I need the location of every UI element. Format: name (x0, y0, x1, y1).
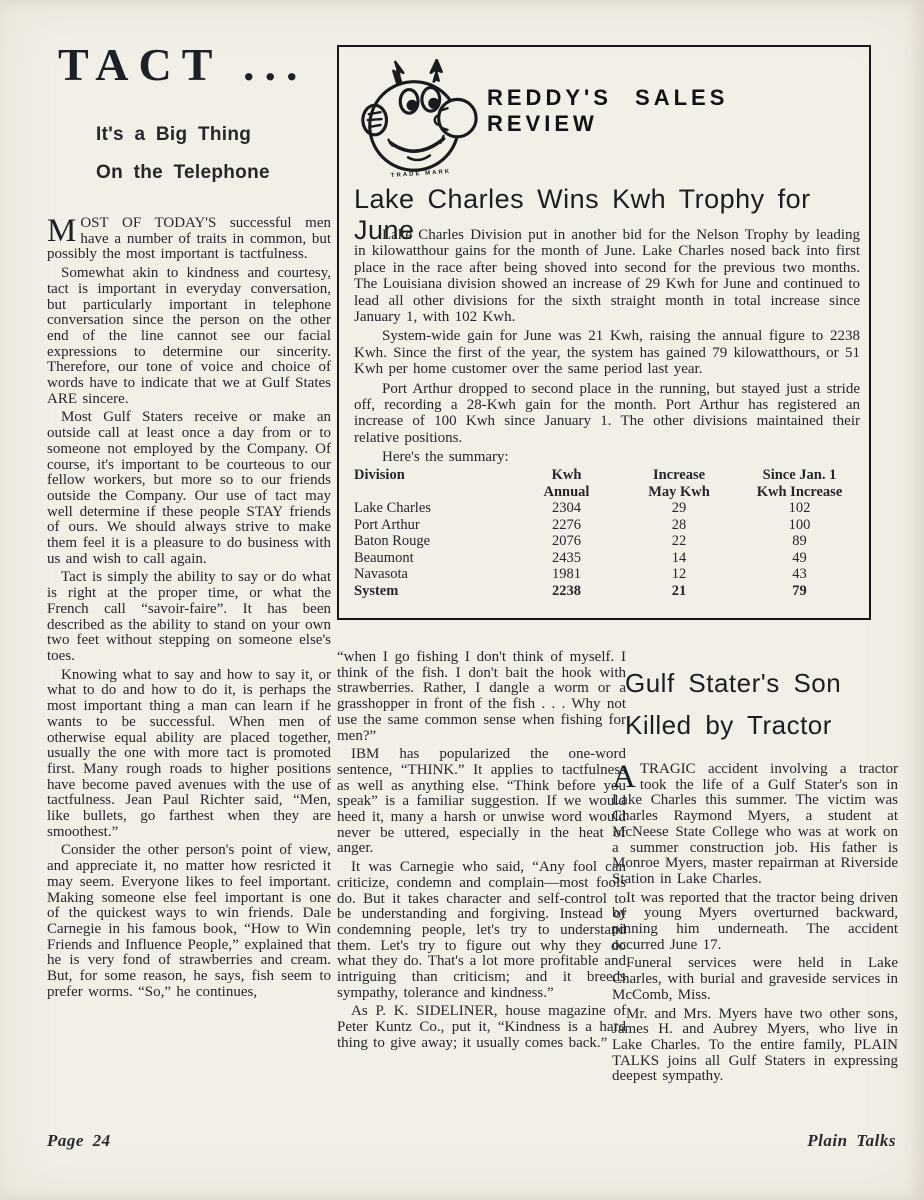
lead-caps: OST OF TODAY'S (80, 215, 217, 231)
paragraph: Mr. and Mrs. Myers have two other sons, James H. and Aubrey Myers, who live in Lake Charles. To the entire family, PLAIN TALKS joins all Gulf Staters in expressing deepest sympathy. (612, 1005, 898, 1085)
kwh-summary-table (354, 467, 860, 599)
paragraph: Lake Charles Division put in another bid for the Nelson Trophy by leading in kilowatthour gains for the month of June. Lake Charles nosed back into first place in the race after being shoved into second for the previous two months. The Louisiana division showed an increase of 29 Kwh for June and continued to lead all other divisions for the sixth straight month in total increase since January 1, with 102 Kwh. (354, 227, 860, 326)
cell-since: 43 (792, 566, 807, 582)
subtitle-line-1: It's a Big Thing (96, 124, 252, 145)
paragraph: Most Gulf Staters receive or make an outside call at least once a day from or to someone not employed by the Company. Of course, it's important to be courteous to our fellow workers, but more so to our friends outside the Company. Our use of tact may well determine if these people STAY friends of ours. We should always strive to make them feel it is a pleasure to do business with us and wish to call again. (47, 409, 331, 567)
paragraph: Funeral services were held in Lake Charles, with burial and graveside services in McComb, Miss. (612, 955, 898, 1003)
cell-annual: 2435 (552, 549, 581, 566)
cell-division: Lake Charles (354, 500, 431, 516)
header-since-line1: Since Jan. 1 (762, 467, 837, 483)
cell-may: 21 (671, 582, 687, 599)
table-row (354, 533, 860, 550)
title-line-1: Gulf Stater's Son (625, 668, 842, 698)
table-row-total (354, 583, 860, 600)
paragraph: Somewhat akin to kindness and courtesy, tact is important in everyday conversation, but particularly important in telephone conversation since the person on the other end of the line cannot see our facial expressions to determine our sincerity. Therefore, our tone of voice and choice of words have to indicate that we at Gulf States ARE sincere. (47, 265, 331, 407)
paragraph: Port Arthur dropped to second place in the running, but stayed just a stride off, recording a 28-Kwh gain for the month. Port Arthur has registered an increase of 100 Kwh since January 1. The other divisions maintained their relative positions. (354, 380, 860, 446)
cell-division: Beaumont (354, 549, 414, 566)
table-header-row (354, 467, 860, 484)
cell-since: 100 (788, 516, 811, 533)
header-may-line1: Increase (652, 467, 706, 483)
cell-may: 29 (671, 500, 687, 516)
cell-annual: 2238 (552, 582, 581, 599)
paragraph: Knowing what to say and how to say it, or what to do and how to do it, is perhaps the most important thing a man can learn if he wants to be successful. When men of otherwise equal ability are placed together, usually the one with more tact is promoted first. Many rough roads to higher positions have become paved avenues with the use of tactfulness. Jean Paul Richter said, “Men, like bullets, go farthest when they are smoothest.” (47, 666, 331, 840)
cell-annual: 2276 (552, 516, 581, 533)
cell-since: 89 (792, 533, 807, 549)
tact-article-body (47, 213, 331, 1003)
header-may-line2: May Kwh (648, 483, 710, 500)
subtitle-line-2: On the Telephone (96, 162, 270, 183)
sales-review-box (337, 45, 871, 620)
lead-rest: accident involving a tractor took the life of a Gulf Stater's son in Lake Charles this summer. The victim was Charles Raymond Myers, a student at McNeese State College who was at work on a summer construction job. His father is Monroe Myers, master repairman at Riverside Station in Lake Charles. (612, 761, 898, 887)
paragraph: IBM has popularized the one-word sentence, “THINK.” It applies to tactfulness as well as anything else. “Think before you speak” is a familiar suggestion. If we would heed it, many a harsh or unwise word would never be uttered, especially in the heat of anger. (337, 746, 626, 857)
tact-article-continuation (337, 650, 626, 1055)
table-row (354, 517, 860, 534)
publication-name: Plain Talks (807, 1131, 896, 1150)
cell-may: 28 (671, 516, 687, 533)
cell-may: 22 (671, 533, 687, 549)
paragraph: “when I go fishing I don't think of myself. I think of the fish. I don't bait the hook with strawberries. Rather, I dangle a worm or a grasshopper in front of the fish . . . Why not use the same common sense when fishing for men?” (337, 649, 626, 744)
paragraph: Consider the other person's point of view, and appreciate it, no matter how resricted it may seem. Everyone likes to feel important. Making someone else feel important is one of the quickest ways to win friends. Dale Carnegie in his famous book, “How to Win Friends and Influence People,” explained that he is very fond of strawberries and cream. But, for some reason, he says, fish seem to prefer worms. “So,” he continues, (47, 842, 331, 1000)
paragraph: It was reported that the tractor being driven by young Myers overturned backward, pinning him underneath. The accident occurred June 17. (612, 889, 898, 953)
lead-rest: successful men have a number of traits in common, but possibly the most important is tactfulness. (47, 215, 331, 263)
sales-review-banner: REDDY'S SALES REVIEW (487, 85, 729, 136)
paragraph: Tact is simply the ability to say or do what is right at the proper time, or what the French call “savoir-faire”. It has been described as the ability to stand on your own two feet without stepping on someone else's toes. (47, 569, 331, 664)
cell-since: 102 (788, 500, 811, 516)
paragraph-lead (47, 213, 331, 263)
paragraph: As P. K. SIDELINER, house magazine of Peter Kuntz Co., put it, “Kindness is a hard thing to give away; it usually comes back.” (337, 1003, 626, 1051)
cell-since: 49 (792, 549, 807, 566)
tact-article-title: TACT ... (58, 39, 308, 90)
cell-division: System (354, 582, 399, 599)
cell-since: 79 (792, 582, 807, 599)
page-number: Page 24 (47, 1131, 111, 1150)
reddy-kilowatt-icon (353, 59, 481, 187)
paragraph: System-wide gain for June was 21 Kwh, raising the annual figure to 2238 Kwh. Since the first of the year, the system has gained 79 kilowatthours, or 51 Kwh per home customer over the same period last year. (354, 328, 860, 378)
tact-article-subtitle (96, 116, 336, 192)
header-annual-line2: Annual (543, 483, 590, 500)
tractor-article-body (612, 759, 898, 1088)
header-annual-line1: Kwh (551, 467, 582, 483)
lead-caps: TRAGIC (639, 761, 696, 777)
header-division: Division (354, 467, 405, 483)
cell-annual: 2076 (552, 533, 581, 549)
cell-annual: 2304 (552, 500, 581, 516)
table-header-row (354, 484, 860, 501)
summary-label: Here's the summary: (382, 449, 509, 466)
tractor-article-title (625, 662, 900, 746)
table-row (354, 550, 860, 567)
cell-annual: 1981 (552, 566, 581, 582)
cell-may: 12 (671, 566, 687, 582)
cell-division: Navasota (354, 566, 408, 582)
header-since-line2: Kwh Increase (756, 483, 843, 500)
table-row (354, 500, 860, 517)
paragraph: It was Carnegie who said, “Any fool can criticize, condemn and complain—most fools do. But it takes character and self-control to be understanding and forgiving. Instead of condemning people, let's try to understand them. Let's try to figure out why they do what they do. That's a lot more profitable and intriguing than criticism; and it breeds sympathy, tolerance and kindness.” (337, 859, 626, 1001)
cell-division: Port Arthur (354, 516, 420, 533)
dropcap-a: A (612, 759, 636, 795)
cell-may: 14 (671, 549, 687, 566)
title-line-2: Killed by Tractor (625, 710, 832, 740)
sales-review-body (354, 227, 860, 469)
cell-division: Baton Rouge (354, 533, 431, 549)
sales-review-headline: Lake Charles Wins Kwh Trophy for June (354, 184, 811, 245)
paragraph-lead (612, 759, 898, 888)
trademark-caption: TRADE MARK (390, 168, 452, 180)
table-row (354, 566, 860, 583)
dropcap-m: M (47, 213, 77, 249)
